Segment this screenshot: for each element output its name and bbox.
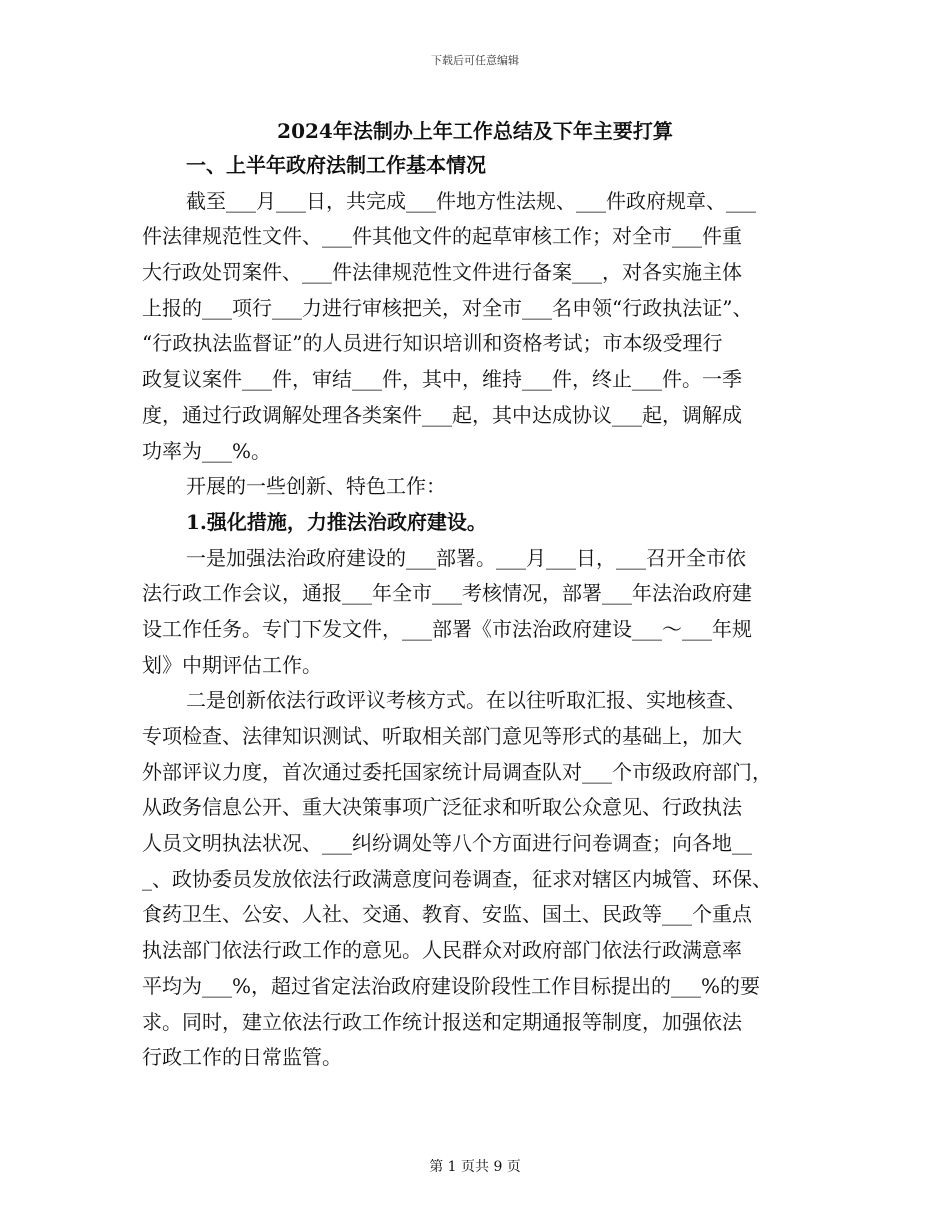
text-line: 行政工作的日常监管。 (142, 1045, 342, 1070)
text-line: 法行政工作会议，通报___年全市___考核情况，部署___年法治政府建 (142, 581, 752, 606)
text-line: 平均为___%，超过省定法治政府建设阶段性工作目标提出的___%的要 (142, 973, 761, 998)
text-line: “行政执法监督证”的人员进行知识培训和资格考试；市本级受理行 (142, 331, 723, 356)
text-line: 设工作任务。专门下发文件，___部署《市法治政府建设___～___年规 (142, 616, 752, 641)
text-line: 政复议案件___件，审结___件，其中，维持___件，终止___件。一季 (142, 367, 742, 392)
page-footer: 第 1 页共 9 页 (429, 1159, 521, 1175)
text-line: 度，通过行政调解处理各类案件___起，其中达成协议___起，调解成 (142, 402, 742, 427)
document-body (142, 148, 822, 1076)
text-line: 专项检查、法律知识测试、听取相关部门意见等形式的基础上，加大 (142, 724, 742, 748)
section-heading: 1.强化措施，力推法治政府建设。 (186, 509, 487, 534)
text-line: 大行政处罚案件、___件法律规范性文件进行备案___，对各实施主体 (142, 260, 742, 285)
text-line: 件法律规范性文件、___件其他文件的起草审核工作；对全市___件重 (142, 224, 742, 249)
download-note: 下载后可任意编辑 (431, 54, 519, 67)
text-line: 人员文明执法状况、___纠纷调处等八个方面进行问卷调查；向各地__ (142, 831, 752, 856)
text-line: _、政协委员发放依法行政满意度问卷调查，征求对辖区内城管、环保、 (142, 866, 772, 891)
text-line: 开展的一些创新、特色工作： (186, 474, 446, 499)
section-heading: 一、上半年政府法制工作基本情况 (186, 153, 486, 177)
text-line: 执法部门依法行政工作的意见。人民群众对政府部门依法行政满意率 (142, 938, 742, 963)
document-title: 2024年法制办上年工作总结及下年主要打算 (277, 119, 673, 143)
text-line: 截至___月___日，共完成___件地方性法规、___件政府规章、___ (186, 188, 756, 213)
text-line: 从政务信息公开、重大决策事项广泛征求和听取公众意见、行政执法 (142, 795, 742, 820)
text-line: 划》中期评估工作。 (142, 652, 322, 677)
text-line: 功率为___%。 (142, 438, 272, 463)
text-line: 一是加强法治政府建设的___部署。___月___日，___召开全市依 (186, 545, 746, 570)
text-line: 求。同时，建立依法行政工作统计报送和定期通报等制度，加强依法 (142, 1009, 742, 1034)
text-line: 食药卫生、公安、人社、交通、教育、安监、国土、民政等___个重点 (142, 902, 752, 927)
text-line: 上报的___项行___力进行审核把关，对全市___名申领“行政执法证”、 (142, 295, 753, 320)
text-line: 二是创新依法行政评议考核方式。在以往听取汇报、实地核查、 (186, 688, 746, 713)
text-line: 外部评议力度，首次通过委托国家统计局调查队对___个市级政府部门， (142, 759, 772, 784)
